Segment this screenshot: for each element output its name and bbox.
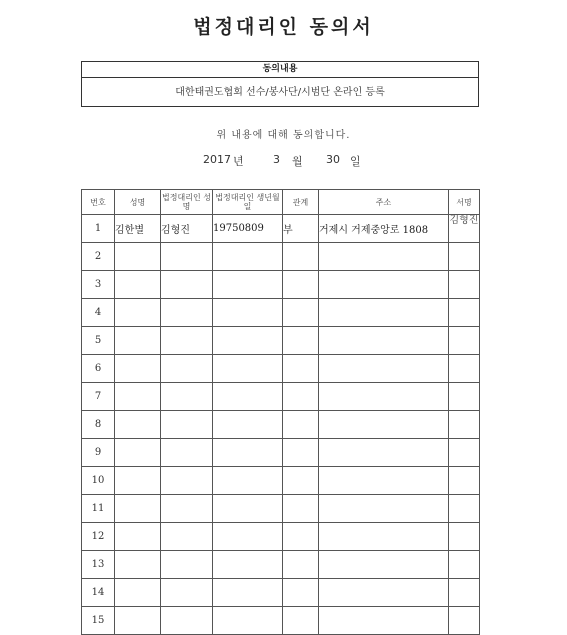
table-header-row	[82, 190, 480, 215]
guardian-birthdate-cell: 19750809	[213, 215, 283, 243]
consent-box	[81, 61, 479, 107]
signature-cell	[449, 467, 480, 495]
table-body	[82, 215, 480, 635]
student-name-cell: 김한별	[115, 215, 161, 243]
table-row	[82, 523, 480, 551]
signature-cell	[449, 551, 480, 579]
address-cell	[319, 243, 449, 271]
row-number-cell: 15	[82, 607, 115, 635]
table-row	[82, 271, 480, 299]
table-row	[82, 243, 480, 271]
signature-cell	[449, 355, 480, 383]
row-number-cell: 13	[82, 551, 115, 579]
address-cell	[319, 439, 449, 467]
guardian-name-cell	[161, 299, 213, 327]
address-cell	[319, 495, 449, 523]
student-name-cell	[115, 411, 161, 439]
address-cell	[319, 551, 449, 579]
guardian-name-cell	[161, 439, 213, 467]
address-cell	[319, 271, 449, 299]
address-cell	[319, 467, 449, 495]
row-number-cell: 4	[82, 299, 115, 327]
row-number-cell: 8	[82, 411, 115, 439]
date-day: 30	[326, 153, 340, 166]
student-name-cell	[115, 467, 161, 495]
address-cell	[319, 411, 449, 439]
date-month-unit: 월	[292, 155, 303, 168]
guardian-name-cell	[161, 607, 213, 635]
guardian-birthdate-cell	[213, 551, 283, 579]
table-row	[82, 215, 480, 243]
signature-cell	[449, 495, 480, 523]
student-name-cell	[115, 439, 161, 467]
signature-cell	[449, 607, 480, 635]
column-header: 법정대리인 성명	[161, 190, 213, 215]
address-cell	[319, 523, 449, 551]
student-name-cell	[115, 243, 161, 271]
relation-cell	[283, 327, 319, 355]
student-name-cell	[115, 579, 161, 607]
signature-cell	[449, 383, 480, 411]
student-name-cell	[115, 299, 161, 327]
student-name-cell	[115, 355, 161, 383]
guardian-name-cell	[161, 271, 213, 299]
guardian-name-cell	[161, 523, 213, 551]
address-cell	[319, 579, 449, 607]
row-number-cell: 3	[82, 271, 115, 299]
guardian-birthdate-cell	[213, 271, 283, 299]
row-number-cell: 2	[82, 243, 115, 271]
table-row	[82, 299, 480, 327]
signature-cell	[449, 579, 480, 607]
relation-cell	[283, 467, 319, 495]
guardian-name-cell	[161, 579, 213, 607]
address-cell	[319, 607, 449, 635]
consent-header: 동의내용	[82, 62, 478, 78]
guardian-birthdate-cell	[213, 243, 283, 271]
student-name-cell	[115, 551, 161, 579]
relation-cell	[283, 551, 319, 579]
table-row	[82, 439, 480, 467]
address-cell: 거제시 거제중앙로 1808	[319, 215, 449, 243]
guardian-birthdate-cell	[213, 579, 283, 607]
relation-cell	[283, 411, 319, 439]
signature-cell	[449, 327, 480, 355]
guardian-birthdate-cell	[213, 327, 283, 355]
row-number-cell: 7	[82, 383, 115, 411]
student-name-cell	[115, 271, 161, 299]
signature-cell	[449, 439, 480, 467]
student-name-cell	[115, 383, 161, 411]
row-number-cell: 10	[82, 467, 115, 495]
agreement-text: 위 내용에 대해 동의합니다.	[216, 130, 351, 141]
guardian-name-cell	[161, 411, 213, 439]
row-number-cell: 12	[82, 523, 115, 551]
guardian-birthdate-cell	[213, 523, 283, 551]
guardian-name-cell: 김형진	[161, 215, 213, 243]
table-row	[82, 495, 480, 523]
guardian-birthdate-cell	[213, 607, 283, 635]
guardian-birthdate-cell	[213, 411, 283, 439]
guardian-birthdate-cell	[213, 299, 283, 327]
relation-cell	[283, 355, 319, 383]
relation-cell	[283, 495, 319, 523]
relation-cell	[283, 607, 319, 635]
table-row	[82, 411, 480, 439]
address-cell	[319, 383, 449, 411]
relation-cell	[283, 439, 319, 467]
guardian-birthdate-cell	[213, 495, 283, 523]
guardian-name-cell	[161, 551, 213, 579]
address-cell	[319, 327, 449, 355]
row-number-cell: 6	[82, 355, 115, 383]
relation-cell	[283, 523, 319, 551]
signature-cell	[449, 299, 480, 327]
guardian-name-cell	[161, 355, 213, 383]
student-name-cell	[115, 523, 161, 551]
guardian-birthdate-cell	[213, 355, 283, 383]
table-row	[82, 355, 480, 383]
relation-cell	[283, 243, 319, 271]
row-number-cell: 5	[82, 327, 115, 355]
column-header: 성명	[115, 190, 161, 215]
student-name-cell	[115, 327, 161, 355]
student-name-cell	[115, 495, 161, 523]
address-cell	[319, 299, 449, 327]
relation-cell	[283, 271, 319, 299]
row-number-cell: 11	[82, 495, 115, 523]
date-year-unit: 년	[233, 155, 244, 168]
relation-cell	[283, 383, 319, 411]
table-row	[82, 467, 480, 495]
signature-cell: 김형진	[449, 215, 480, 243]
column-header: 서명	[449, 190, 480, 215]
column-header: 번호	[82, 190, 115, 215]
row-number-cell: 9	[82, 439, 115, 467]
guardian-name-cell	[161, 327, 213, 355]
guardian-name-cell	[161, 495, 213, 523]
address-cell	[319, 355, 449, 383]
row-number-cell: 1	[82, 215, 115, 243]
table-row	[82, 579, 480, 607]
guardian-table	[81, 189, 480, 635]
table-row	[82, 607, 480, 635]
guardian-name-cell	[161, 467, 213, 495]
guardian-name-cell	[161, 243, 213, 271]
relation-cell	[283, 579, 319, 607]
date-year: 2017	[203, 153, 231, 166]
signature-cell	[449, 271, 480, 299]
guardian-birthdate-cell	[213, 439, 283, 467]
signature-cell	[449, 243, 480, 271]
table-row	[82, 383, 480, 411]
date-day-unit: 일	[350, 155, 361, 168]
row-number-cell: 14	[82, 579, 115, 607]
relation-cell: 부	[283, 215, 319, 243]
guardian-birthdate-cell	[213, 383, 283, 411]
column-header: 법정대리인 생년월일	[213, 190, 283, 215]
table-row	[82, 327, 480, 355]
date-month: 3	[273, 153, 280, 166]
guardian-name-cell	[161, 383, 213, 411]
relation-cell	[283, 299, 319, 327]
column-header: 주소	[319, 190, 449, 215]
signature-cell	[449, 411, 480, 439]
guardian-birthdate-cell	[213, 467, 283, 495]
signature-cell	[449, 523, 480, 551]
column-header: 관계	[283, 190, 319, 215]
consent-content: 대한태권도협회 선수/봉사단/시범단 온라인 등록	[175, 87, 385, 98]
table-row	[82, 551, 480, 579]
student-name-cell	[115, 607, 161, 635]
document-title: 법정대리인 동의서	[193, 16, 374, 38]
